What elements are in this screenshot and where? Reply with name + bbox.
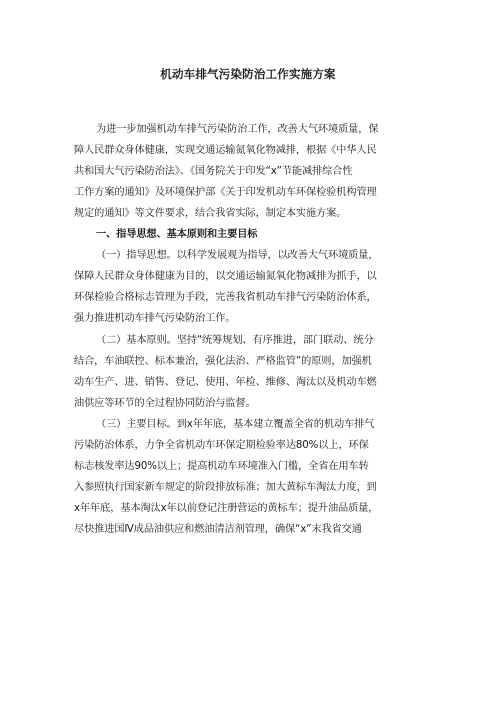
body-text-line: 环保检验合格标志管理为手段，完善我省机动车排气污染防治体系， xyxy=(74,292,377,304)
page-title: 机动车排气污染防治工作实施方案 xyxy=(160,67,336,81)
body-text-line: 污染防治体系，力争全省机动车环保定期检验率达80%以上，环保 xyxy=(74,439,369,451)
body-text-line: 障人民群众身体健康，实现交通运输氮氧化物减排，根据《中华人民 xyxy=(74,145,377,157)
body-text-line: 动车生产、进、销售、登记、使用、年检、维修、淘汰以及机动车燃 xyxy=(74,376,377,388)
body-text-line: 保障人民群众身体健康为目的，以交通运输氮氧化物减排为抓手，以 xyxy=(74,271,377,283)
body-text-line: （三）主要目标。到x年年底，基本建立覆盖全省的机动车排气 xyxy=(96,418,375,430)
body-text-line: 工作方案的通知》及环境保护部《关于印发机动车环保检验机构管理 xyxy=(74,187,377,199)
body-text-line: 规定的通知》等文件要求，结合我省实际，制定本实施方案。 xyxy=(74,208,347,220)
body-text-line: 油供应等环节的全过程协同防治与监督。 xyxy=(74,397,256,409)
body-text-line: （一）指导思想。以科学发展观为指导，以改善大气环境质量， xyxy=(96,250,379,262)
section-heading: 一、指导思想、基本原则和主要目标 xyxy=(96,229,258,241)
body-text-line: 尽快推进国Ⅳ成品油供应和燃油清洁剂管理，确保“x”末我省交通 xyxy=(74,523,362,535)
body-text-line: 共和国大气污染防治法》、《国务院关于印发“x”节能减排综合性 xyxy=(74,166,353,178)
body-text-line: 为进一步加强机动车排气污染防治工作，改善大气环境质量，保 xyxy=(96,124,379,135)
body-text-line: x年年底，基本淘汰x年以前登记注册营运的黄标车；提升油品质量， xyxy=(74,502,379,514)
body-text-line: 结合，车油联控、标本兼治，强化法治、严格监管”的原则，加强机 xyxy=(74,355,372,367)
body-text-line: 入参照执行国家新车规定的阶段排放标准；加大黄标车淘汰力度，到 xyxy=(74,481,377,493)
body-text-line: 标志核发率达90%以上；提高机动车环境准入门槛，全省在用车转 xyxy=(74,460,369,472)
body-text-line: （二）基本原则。坚持“统筹规划、有序推进，部门联动、统分 xyxy=(96,334,374,346)
body-text-line: 强力推进机动车排气污染防治工作。 xyxy=(74,313,236,325)
